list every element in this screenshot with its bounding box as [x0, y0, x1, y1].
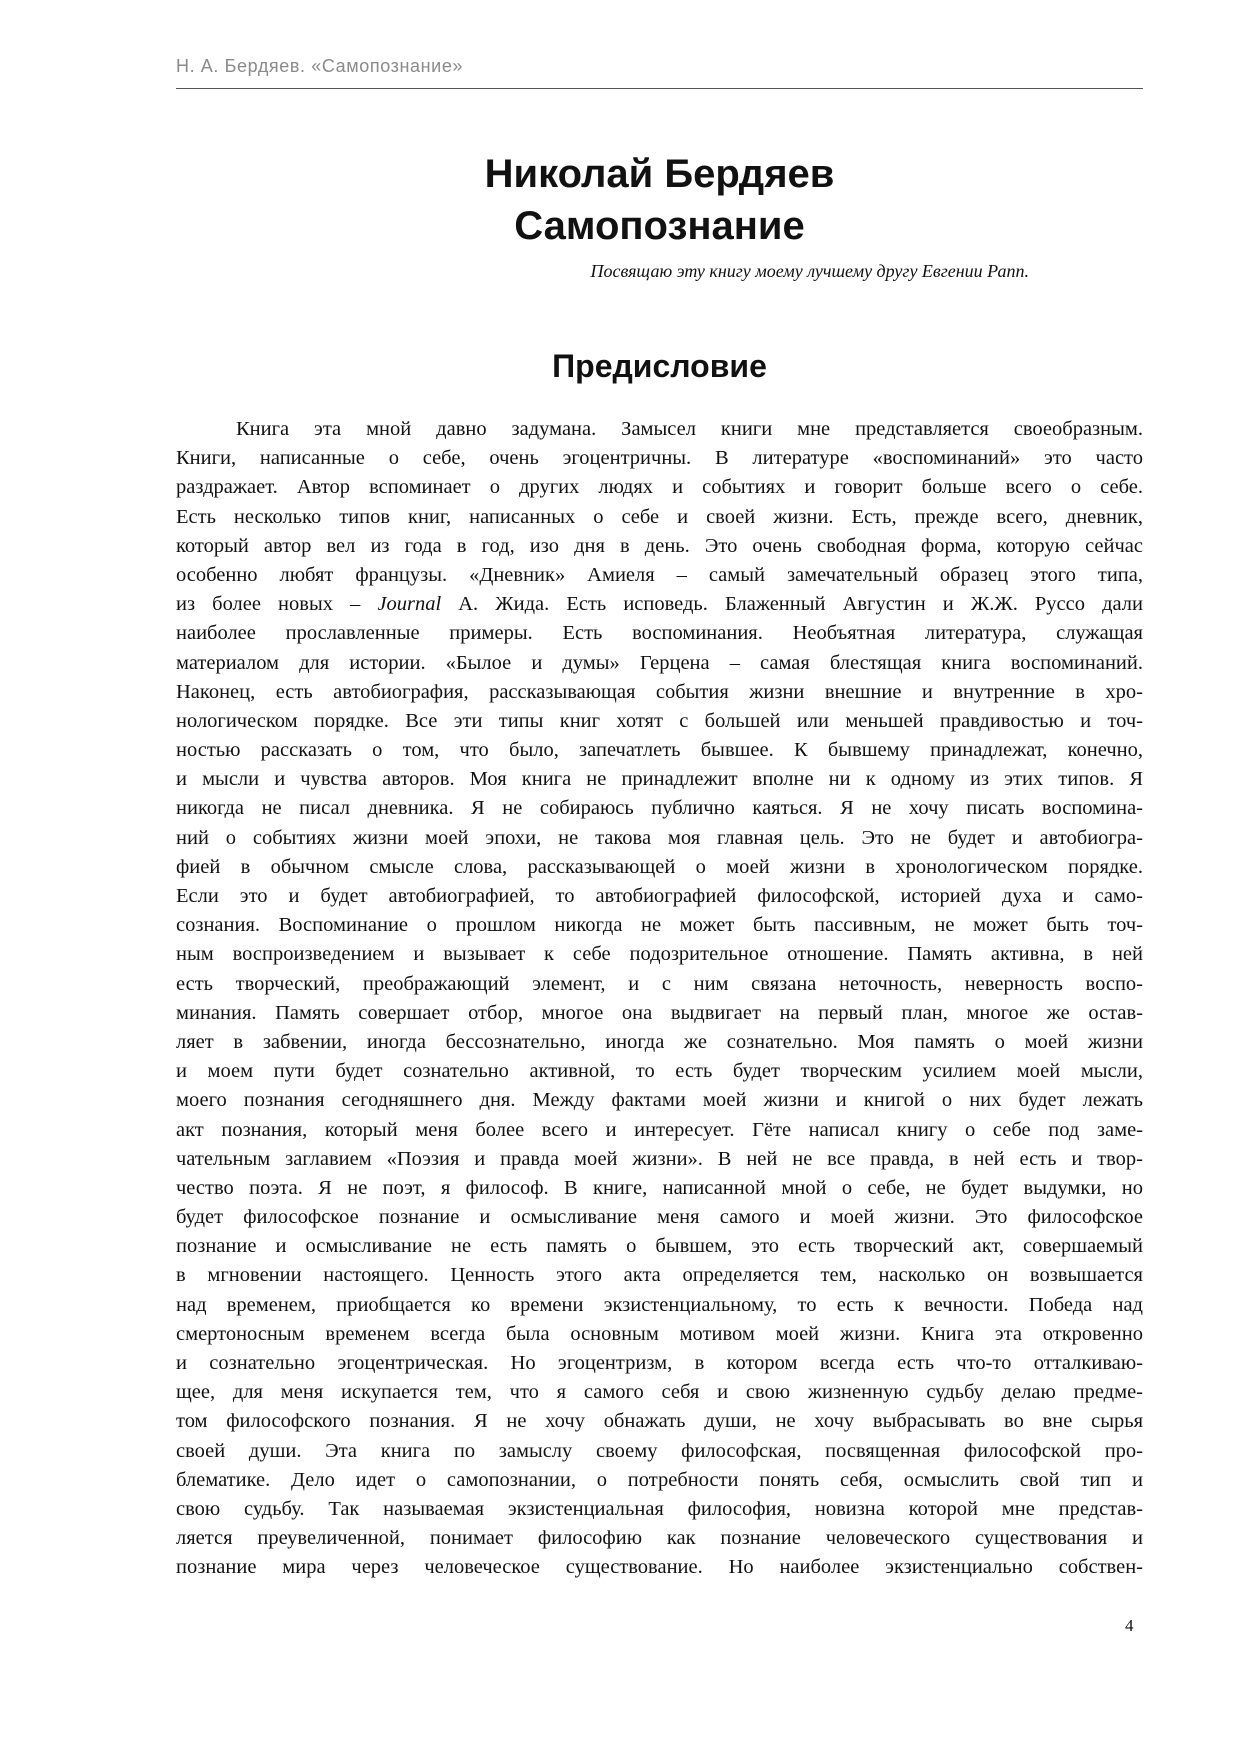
text-line: ным воспроизведением и вызывает к себе подозрительное отношение. Память активна, в ней — [176, 943, 1143, 966]
text-line: ляет в забвении, иногда бессознательно, иногда же сознательно. Моя память о моей жизни — [176, 1030, 1143, 1053]
text-line: никогда не писал дневника. Я не собираюсь публично каяться. Я не хочу писать воспомина- — [176, 797, 1143, 820]
text-line: который автор вел из года в год, изо дня в день. Это очень свободная форма, которую сейчас — [176, 534, 1143, 557]
title-work: Самопознание — [514, 204, 805, 248]
title-author: Николай Бердяев — [484, 152, 835, 196]
text-line: и моем пути будет сознательно активной, то есть будет творческим усилием моей мысли, — [176, 1060, 1143, 1083]
text-line: материалом для истории. «Былое и думы» Герцена – самая блестящая книга воспоминаний. — [176, 651, 1143, 674]
text-line: чество поэта. Я не поэт, я философ. В книге, написанной мной о себе, не будет выдумки, но — [176, 1176, 1143, 1199]
text-line: Есть несколько типов книг, написанных о себе и своей жизни. Есть, прежде всего, дневник, — [176, 505, 1143, 528]
text-line: нологическом порядке. Все эти типы книг хотят с большей или меньшей правдивостью и точ- — [176, 709, 1143, 732]
running-header: Н. А. Бердяев. «Самопознание» — [176, 56, 464, 76]
page-number: 4 — [1125, 1616, 1134, 1635]
text-line: Книга эта мной давно задумана. Замысел книги мне представляется своеобразным. — [236, 418, 1143, 440]
text-line: акт познания, который меня более всего и интересует. Гёте написал книгу о себе под заме- — [176, 1118, 1143, 1141]
journal-title: Journal — [377, 593, 442, 616]
text-line-part: из более новых – — [176, 593, 378, 616]
title-block — [176, 148, 1143, 252]
text-line: и сознательно эгоцентрическая. Но эгоцентризм, в котором всегда есть что-то отталкиваю- — [176, 1352, 1143, 1374]
epigraph: Посвящаю эту книгу моему лучшему другу Евгении Рапп. — [590, 261, 1029, 281]
text-line: познание мира через человеческое существование. Но наиболее экзистенциально собствен- — [176, 1556, 1143, 1579]
text-line: своей души. Эта книга по замыслу своему философская, посвященная философской про- — [176, 1439, 1143, 1462]
text-line: моего познания сегодняшнего дня. Между фактами моей жизни и книгой о них будет лежать — [176, 1089, 1143, 1112]
text-line: свою судьбу. Так называемая экзистенциальная философия, новизна которой мне представ- — [176, 1497, 1143, 1520]
text-line: блематике. Дело идет о самопознании, о потребности понять себя, осмыслить свой тип и — [176, 1468, 1143, 1491]
text-line: ний о событиях жизни моей эпохи, не такова моя главная цель. Это не будет и автобиогра- — [176, 826, 1143, 849]
text-line: ностью рассказать о том, что было, запечатлеть бывшее. К бывшему принадлежат, конечно, — [176, 739, 1143, 762]
header-rule — [176, 88, 1143, 89]
text-line — [176, 590, 1143, 619]
text-line: познание и осмысливание не есть память о бывшем, это есть творческий акт, совершаемый — [176, 1235, 1143, 1258]
text-line: минания. Память совершает отбор, многое она выдвигает на первый план, многое же остав- — [176, 1001, 1143, 1024]
text-line: фией в обычном смысле слова, рассказывающей о моей жизни в хронологическом порядке. — [176, 855, 1143, 878]
text-line: сознания. Воспоминание о прошлом никогда не может быть пассивным, не может быть точ- — [176, 914, 1143, 937]
text-line: и мысли и чувства авторов. Моя книга не принадлежит вполне ни к одному из этих типов. Я — [176, 768, 1143, 791]
text-line: Если это и будет автобиографией, то автобиографией философской, историей духа и само- — [176, 885, 1143, 907]
text-line: особенно любят французы. «Дневник» Амиеля – самый замечательный образец этого типа, — [176, 563, 1143, 586]
text-line: том философского познания. Я не хочу обнажать души, не хочу выбрасывать во вне сырья — [176, 1410, 1143, 1433]
text-line: будет философское познание и осмысливание меня самого и моей жизни. Это философское — [176, 1206, 1143, 1229]
text-line: щее, для меня искупается тем, что я самого себя и свою жизненную судьбу делаю предме- — [176, 1381, 1143, 1404]
text-line: Книги, написанные о себе, очень эгоцентричны. В литературе «воспоминаний» это часто — [176, 447, 1143, 470]
text-line: чательным заглавием «Поэзия и правда моей жизни». В ней не все правда, в ней есть и твор- — [176, 1147, 1143, 1170]
text-line: в мгновении настоящего. Ценность этого акта определяется тем, насколько он возвышается — [176, 1264, 1143, 1287]
text-line: наиболее прославленные примеры. Есть воспоминания. Необъятная литература, служащая — [176, 622, 1143, 645]
text-line: над временем, приобщается ко времени экзистенциальному, то есть к вечности. Победа над — [176, 1293, 1143, 1316]
preface-paragraph — [176, 415, 1143, 1583]
text-line: смертоносным временем всегда была основным мотивом моей жизни. Книга эта откровенно — [176, 1322, 1143, 1345]
text-line-part: А. Жида. Есть исповедь. Блаженный Августин и Ж.Ж. Руссо дали — [441, 593, 1143, 616]
text-line: есть творческий, преображающий элемент, и с ним связана неточность, неверность воспо- — [176, 972, 1143, 995]
text-line: раздражает. Автор вспоминает о других людях и событиях и говорит больше всего о себе. — [176, 476, 1143, 499]
text-line: Наконец, есть автобиография, рассказывающая события жизни внешние и внутренние в хро- — [176, 680, 1143, 703]
text-line: ляется преувеличенной, понимает философию как познание человеческого существования и — [176, 1527, 1143, 1550]
section-heading: Предисловие — [552, 348, 767, 384]
